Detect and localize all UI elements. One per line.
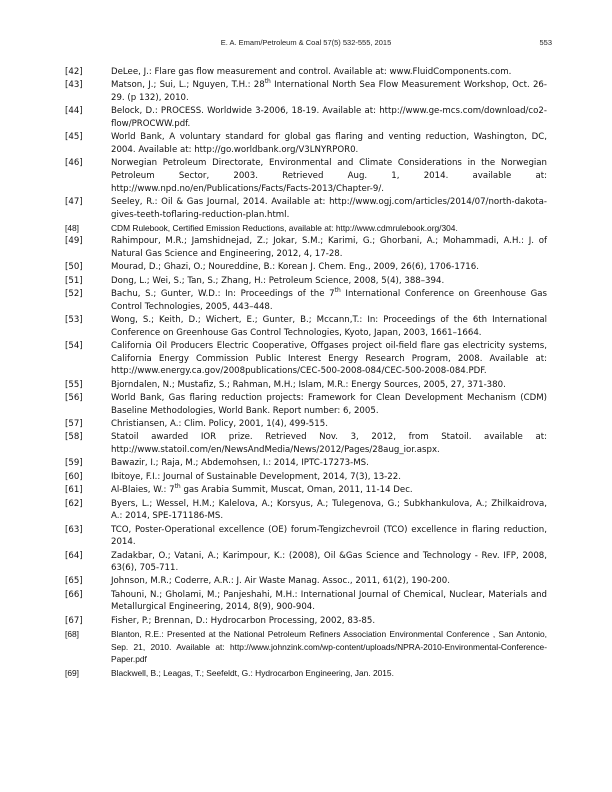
reference-text: TCO, Poster-Operational excellence (OE) forum-Tengizchevroil (TCO) excellence in flaring reduction, 2014. (111, 524, 547, 548)
reference-number: [61] (65, 485, 83, 496)
reference-item (65, 457, 547, 470)
reference-item (65, 550, 547, 575)
reference-item (65, 275, 547, 288)
reference-text: Bawazir, I.; Raja, M.; Abdemohsen, I.: 2014, IPTC-17273-MS. (111, 458, 369, 469)
reference-list (65, 66, 547, 680)
reference-item (65, 484, 547, 497)
reference-text: Blanton, R.E.: Presented at the National Petroleum Refiners Association Environmental Conference , San Antonio, Sep. 21, 2010. Available at: http://www.johnzink.com/wp-content/uploads/NPRA-2010-Environmental-Conference- Paper.pdf (111, 629, 547, 665)
reference-number: [69] (65, 667, 79, 678)
reference-number: [64] (65, 550, 83, 561)
ordinal-superscript: th (174, 483, 181, 491)
reference-text: Wong, S.; Keith, D.; Wichert, E.; Gunter, B.; Mccann,T.: In: Proceedings of the 6th International Conference on Greenhouse Gas Control Technologies, Kyoto, Japan, 2003, 1661–1664. (111, 315, 547, 338)
reference-text: Statoil awarded IOR prize. Retrieved Nov. 3, 2012, from Statoil. available at: http://www.statoil.com/en/NewsAndMedia/News/2012/Pages/28aug_ior.aspx. (111, 432, 547, 455)
reference-text-start: Matson, J.; Sui, L.; Nguyen, T.H.: 28 (111, 80, 265, 91)
reference-number: [63] (65, 524, 83, 535)
reference-number: [65] (65, 576, 83, 587)
reference-number: [45] (65, 132, 83, 143)
ordinal-superscript: th (264, 78, 271, 86)
reference-item (65, 628, 547, 666)
reference-item (65, 431, 547, 456)
reference-number: [66] (65, 589, 83, 600)
reference-text: Byers, L.; Wessel, H.M.; Kalelova, A.; Korsyus, A.; Tulegenova, G.; Subkhankulova, A.; Zhilkaidrova, A.: 2014, SPE-171186-MS. (111, 498, 547, 522)
reference-item (65, 314, 547, 339)
reference-number: [52] (65, 289, 83, 300)
page-number: 553 (539, 38, 552, 47)
reference-text: Johnson, M.R.; Coderre, A.R.: J. Air Waste Manag. Assoc., 2011, 61(2), 190-200. (111, 576, 450, 587)
reference-number: [44] (65, 106, 83, 117)
reference-item (65, 379, 547, 392)
reference-text (111, 79, 547, 104)
reference-number: [62] (65, 498, 83, 509)
reference-item (65, 340, 547, 378)
reference-item (65, 524, 547, 549)
reference-text: Mourad, D.; Ghazi, O.; Noureddine, B.: Korean J. Chem. Eng., 2009, 26(6), 1706-1716. (111, 262, 479, 273)
reference-text-start: Bachu, S.; Gunter, W.D.: In: Proceedings of the 7 (111, 289, 335, 300)
reference-item (65, 667, 547, 680)
reference-number: [47] (65, 196, 83, 207)
reference-text: California Oil Producers Electric Cooperative, Offgases project oil-field flare gas electricity systems, California Energy Commission Public Interest Energy Research Program, 2008. Available at: http://www.energy.ca.gov/2008publications/CEC-500-2008-084/CEC-500-2008-084.PDF. (111, 341, 547, 377)
reference-text (111, 484, 547, 497)
ordinal-superscript: th (334, 287, 341, 295)
reference-number: [50] (65, 262, 83, 273)
reference-text: Rahimpour, M.R.; Jamshidnejad, Z.; Jokar, S.M.; Karimi, G.; Ghorbani, A.; Mohammadi, A.H.: J. of Natural Gas Science and Engineering, 2012, 4, 17-28. (111, 236, 547, 259)
reference-text: World Bank, Gas flaring reduction projects: Framework for Clean Development Mechanism (CDM) Baseline Methodologies, World Bank. Report number: 6, 2005. (111, 393, 547, 416)
reference-text: Ibitoye, F.I.: Journal of Sustainable Development, 2014, 7(3), 13-22. (111, 471, 401, 482)
reference-text: Dong, L.; Wei, S.; Tan, S.; Zhang, H.: Petroleum Science, 2008, 5(4), 388–394. (111, 275, 445, 286)
reference-number: [56] (65, 393, 83, 403)
reference-text: Norwegian Petroleum Directorate, Environmental and Climate Considerations in the Norwegian Petroleum Sector, 2003. Retrieved Aug. 1, 2014. available at: http://www.npd.no/en/Publications/Facts/Facts-2013/Chapter-9/. (111, 158, 547, 194)
running-title: E. A. Emam/Petroleum & Coal 57(5) 532-555, 2015 (220, 38, 392, 47)
reference-item (65, 392, 547, 417)
reference-item (65, 131, 547, 156)
reference-text: Zadakbar, O.; Vatani, A.; Karimpour, K.: (2008), Oil &Gas Science and Technology - Rev. IFP, 2008, 63(6), 705-711. (111, 550, 547, 574)
reference-item (65, 471, 547, 484)
reference-number: [58] (65, 432, 83, 443)
reference-number: [57] (65, 418, 83, 429)
reference-text-end: gas Arabia Summit, Muscat, Oman, 2011, 11-14 Dec. (180, 485, 413, 496)
reference-number: [48] (65, 222, 79, 233)
reference-item (65, 157, 547, 195)
reference-text: Blackwell, B.; Leagas, T.; Seefeldt, G.: Hydrocarbon Engineering, Jan. 2015. (111, 667, 394, 678)
reference-item (65, 589, 547, 614)
reference-number: [55] (65, 379, 83, 390)
reference-number: [42] (65, 67, 83, 77)
reference-item (65, 261, 547, 274)
reference-text: Seeley, R.: Oil & Gas Journal, 2014. Available at: http://www.ogj.com/articles/2014/07/north-dakota-gives-teeth-toflaring-reduction-plan.html. (111, 196, 547, 220)
reference-item (65, 498, 547, 523)
reference-number: [46] (65, 158, 83, 169)
reference-item (65, 418, 547, 431)
reference-text: Fisher, P.; Brennan, D.: Hydrocarbon Processing, 2002, 83-85. (111, 615, 376, 626)
reference-number: [53] (65, 315, 83, 326)
reference-item (65, 288, 547, 313)
reference-text: DeLee, J.: Flare gas flow measurement and control. Available at: www.FluidComponents.com. (111, 67, 512, 77)
reference-item (65, 105, 547, 130)
reference-text: Belock, D.: PROCESS. Worldwide 3-2006, 18-19. Available at: http://www.ge-mcs.com/download/co2-flow/PROCWW.pdf. (111, 106, 547, 129)
reference-number: [67] (65, 615, 83, 626)
reference-text-start: Al-Blaies, W.: 7 (111, 485, 175, 496)
reference-text: CDM Rulebook, Certified Emission Reductions, available at: http://www.cdmrulebook.org/304. (111, 222, 458, 233)
reference-item (65, 615, 547, 628)
reference-text: Christiansen, A.: Clim. Policy, 2001, 1(4), 499-515. (111, 418, 328, 429)
reference-item (65, 235, 547, 260)
reference-number: [43] (65, 80, 83, 91)
reference-number: [59] (65, 458, 83, 469)
reference-item (65, 79, 547, 104)
reference-text-end: International Conference on Greenhouse Gas Control Technologies, 2005, 443–448. (111, 289, 547, 312)
reference-number: [60] (65, 471, 83, 482)
reference-item (65, 575, 547, 588)
reference-number: [54] (65, 341, 83, 352)
reference-item (65, 196, 547, 221)
reference-text: World Bank, A voluntary standard for global gas flaring and venting reduction, Washington, DC, 2004. Available at: http://go.worldbank.org/V3LNYRPOR0. (111, 132, 547, 155)
reference-item (65, 222, 547, 235)
reference-text: Bjorndalen, N.; Mustafiz, S.; Rahman, M.H.; Islam, M.R.: Energy Sources, 2005, 27, 371-380. (111, 379, 506, 390)
reference-number: [49] (65, 236, 83, 247)
reference-text: Tahouni, N.; Gholami, M.; Panjeshahi, M.H.: International Journal of Chemical, Nuclear, Materials and Metallurgical Engineering, 2014, 8(9), 900-904. (111, 589, 547, 613)
reference-item (65, 66, 547, 79)
reference-text-end: International North Sea Flow Measurement Workshop, Oct. 26-29. (p 132), 2010. (111, 80, 547, 103)
reference-number: [51] (65, 275, 83, 286)
reference-number: [68] (65, 629, 79, 640)
reference-text (111, 288, 547, 313)
